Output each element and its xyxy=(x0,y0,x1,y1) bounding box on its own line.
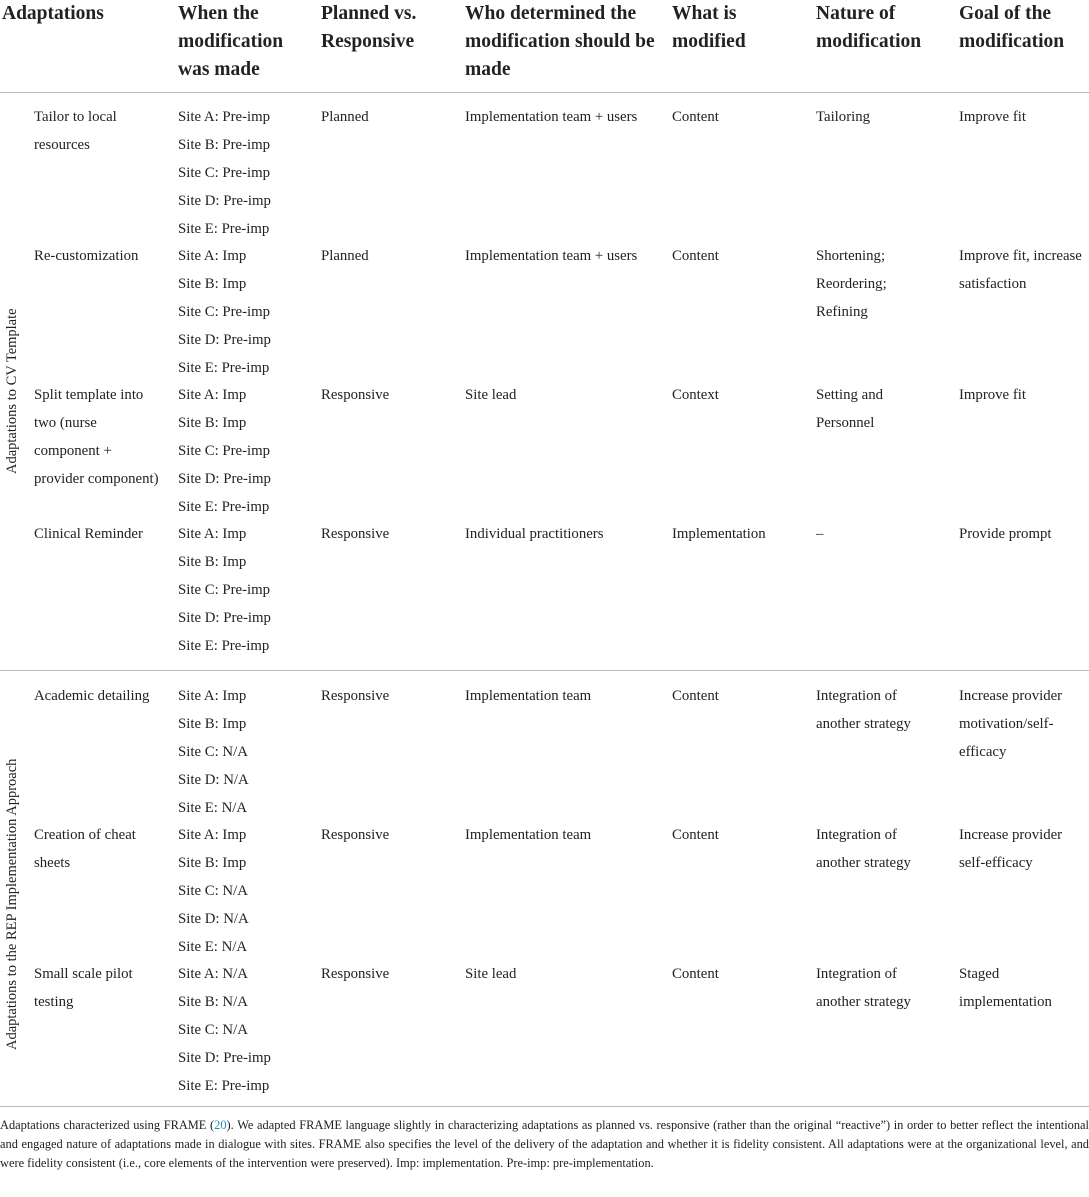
site-status: Site B: N/A xyxy=(178,994,248,1010)
col-header-planned: Planned vs. Responsive xyxy=(321,3,417,52)
site-status: Site C: Pre-imp xyxy=(178,165,271,181)
site-status: Site A: Imp xyxy=(178,526,247,542)
site-status: Site D: Pre-imp xyxy=(178,1050,271,1066)
col-header-nature: Nature of modification xyxy=(816,3,922,52)
nature-cell: – xyxy=(816,526,824,542)
site-status: Site C: N/A xyxy=(178,1022,248,1038)
site-status: Site E: N/A xyxy=(178,800,248,816)
when-cell xyxy=(178,242,308,382)
adaptation-cell: Split template into two (nurse component + provider component) xyxy=(34,387,159,487)
group-label-cv-template: Adaptations to CV Template xyxy=(4,308,20,474)
site-status: Site E: Pre-imp xyxy=(178,221,270,237)
goal-cell: Improve fit xyxy=(959,109,1026,125)
site-status: Site B: Pre-imp xyxy=(178,137,271,153)
planned-cell: Planned xyxy=(321,109,369,125)
col-header-adaptations: Adaptations xyxy=(2,3,104,24)
col-header-goal: Goal of the modification xyxy=(959,3,1065,52)
what-cell: Context xyxy=(672,387,719,403)
site-status: Site B: Imp xyxy=(178,716,247,732)
site-status: Site B: Imp xyxy=(178,276,247,292)
who-cell: Implementation team + users xyxy=(465,248,638,264)
site-status: Site C: N/A xyxy=(178,744,248,760)
goal-cell: Improve fit, increase satisfaction xyxy=(959,248,1082,292)
planned-cell: Planned xyxy=(321,248,369,264)
who-cell: Implementation team xyxy=(465,688,592,704)
col-header-what: What is modified xyxy=(672,3,746,52)
goal-cell: Improve fit xyxy=(959,387,1026,403)
table-header xyxy=(0,0,1089,92)
adaptation-cell: Academic detailing xyxy=(34,688,150,704)
site-status: Site D: Pre-imp xyxy=(178,332,271,348)
site-status: Site D: N/A xyxy=(178,911,249,927)
group-divider xyxy=(0,670,1089,671)
site-status: Site C: Pre-imp xyxy=(178,304,271,320)
nature-cell: Shortening; Reordering; Refining xyxy=(816,248,887,320)
when-cell xyxy=(178,821,308,961)
site-status: Site C: Pre-imp xyxy=(178,443,271,459)
what-cell: Content xyxy=(672,966,719,982)
site-status: Site C: Pre-imp xyxy=(178,582,271,598)
when-cell xyxy=(178,520,308,660)
site-status: Site A: N/A xyxy=(178,966,248,982)
nature-cell: Integration of another strategy xyxy=(816,827,911,871)
goal-cell: Provide prompt xyxy=(959,526,1052,542)
site-status: Site B: Imp xyxy=(178,415,247,431)
nature-cell: Integration of another strategy xyxy=(816,966,911,1010)
nature-cell: Setting and Personnel xyxy=(816,387,883,431)
group-label-rep-approach: Adaptations to the REP Implementation Approach xyxy=(4,758,20,1050)
site-status: Site D: Pre-imp xyxy=(178,193,271,209)
site-status: Site A: Imp xyxy=(178,827,247,843)
site-status: Site A: Imp xyxy=(178,688,247,704)
site-status: Site D: Pre-imp xyxy=(178,610,271,626)
planned-cell: Responsive xyxy=(321,966,390,982)
goal-cell: Increase provider motivation/self-efficacy xyxy=(959,688,1063,760)
when-cell xyxy=(178,381,308,521)
adaptation-cell: Clinical Reminder xyxy=(34,526,143,542)
planned-cell: Responsive xyxy=(321,387,390,403)
site-status: Site E: Pre-imp xyxy=(178,360,270,376)
what-cell: Content xyxy=(672,827,719,843)
site-status: Site B: Imp xyxy=(178,855,247,871)
planned-cell: Responsive xyxy=(321,526,390,542)
who-cell: Individual practitioners xyxy=(465,526,604,542)
footnote-text-start: Adaptations characterized using FRAME ( xyxy=(0,1118,215,1132)
site-status: Site E: Pre-imp xyxy=(178,638,270,654)
site-status: Site B: Imp xyxy=(178,554,247,570)
footnote-text-end: ). We adapted FRAME language slightly in characterizing adaptations as planned vs. responsive (rather than the original “reactive”) in order to better reflect the intentional and engaged nature of adaptations made in dialogue with sites. FRAME also specifies the level of the delivery of the adaptation and whether it is fidelity consistent. All adaptations were at the organizational level, and were fidelity consistent (i.e., core elements of the intervention were preserved). Imp: implementation. Pre-imp: pre-implementation. xyxy=(0,1118,1089,1170)
goal-cell: Increase provider self-efficacy xyxy=(959,827,1063,871)
what-cell: Content xyxy=(672,109,719,125)
who-cell: Site lead xyxy=(465,387,517,403)
adaptation-cell: Small scale pilot testing xyxy=(34,966,133,1010)
what-cell: Content xyxy=(672,688,719,704)
what-cell: Implementation xyxy=(672,526,766,542)
site-status: Site D: N/A xyxy=(178,772,249,788)
who-cell: Site lead xyxy=(465,966,517,982)
who-cell: Implementation team + users xyxy=(465,109,638,125)
planned-cell: Responsive xyxy=(321,688,390,704)
adaptation-cell: Creation of cheat sheets xyxy=(34,827,136,871)
adaptation-cell: Tailor to local resources xyxy=(34,109,117,153)
site-status: Site E: Pre-imp xyxy=(178,1078,270,1094)
site-status: Site D: Pre-imp xyxy=(178,471,271,487)
table-footnote xyxy=(0,1116,1089,1173)
citation-link[interactable]: 20 xyxy=(214,1118,227,1132)
adaptation-cell: Re-customization xyxy=(34,248,139,264)
planned-cell: Responsive xyxy=(321,827,390,843)
col-header-who: Who determined the modification should be made xyxy=(465,3,655,80)
table-bottom-rule xyxy=(0,1106,1089,1107)
when-cell xyxy=(178,960,308,1100)
site-status: Site C: N/A xyxy=(178,883,248,899)
site-status: Site E: N/A xyxy=(178,939,248,955)
col-header-when: When the modification was made xyxy=(178,3,284,80)
when-cell xyxy=(178,682,308,822)
site-status: Site A: Pre-imp xyxy=(178,109,271,125)
nature-cell: Integration of another strategy xyxy=(816,688,911,732)
what-cell: Content xyxy=(672,248,719,264)
header-rule xyxy=(0,92,1089,93)
when-cell xyxy=(178,103,308,243)
site-status: Site A: Imp xyxy=(178,387,247,403)
who-cell: Implementation team xyxy=(465,827,592,843)
nature-cell: Tailoring xyxy=(816,109,871,125)
site-status: Site E: Pre-imp xyxy=(178,499,270,515)
goal-cell: Staged implementation xyxy=(959,966,1052,1010)
site-status: Site A: Imp xyxy=(178,248,247,264)
